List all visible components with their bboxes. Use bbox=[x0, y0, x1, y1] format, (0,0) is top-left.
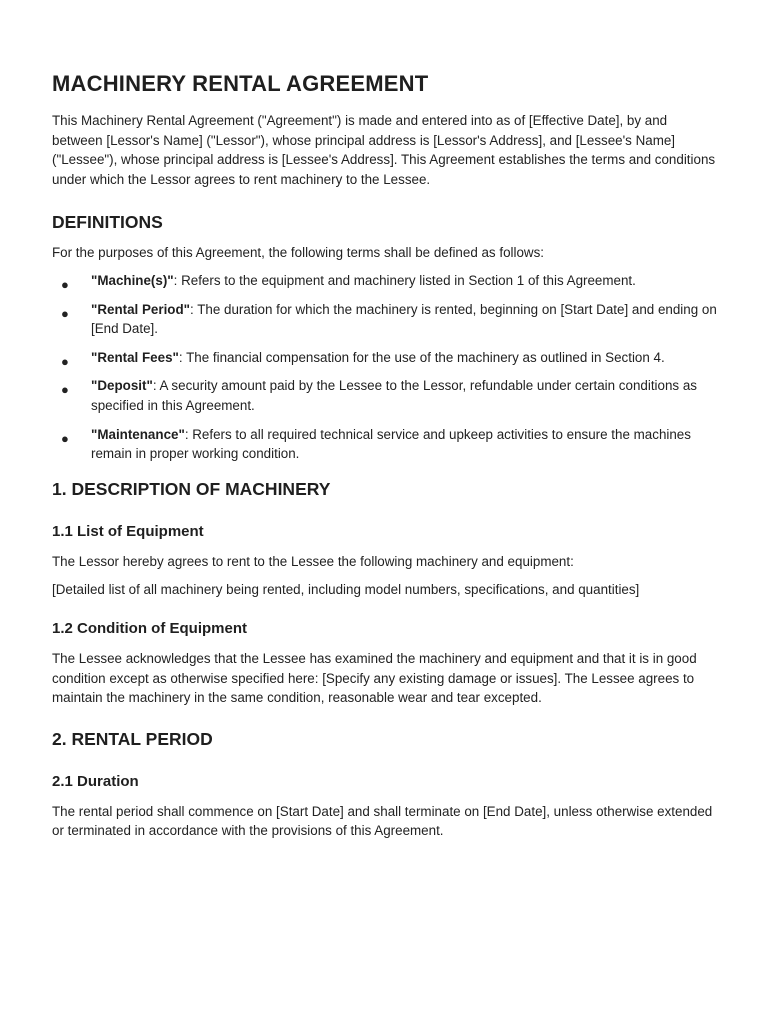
definition-item-rental-period bbox=[52, 300, 720, 339]
bullet-icon: ● bbox=[61, 430, 69, 446]
section-1-1-paragraph: The Lessor hereby agrees to rent to the Lessee the following machinery and equipment: bbox=[52, 553, 574, 569]
definition-term: "Rental Period" bbox=[91, 301, 191, 317]
equipment-list-placeholder: [Detailed list of all machinery being rented, including model numbers, specifications, and quantities] bbox=[52, 582, 640, 598]
section-1-heading: 1. DESCRIPTION OF MACHINERY bbox=[52, 478, 331, 499]
definition-term: "Machine(s)" bbox=[91, 272, 174, 288]
section-1-2-heading: 1.2 Condition of Equipment bbox=[52, 619, 247, 637]
definition-term: "Rental Fees" bbox=[91, 349, 179, 365]
definition-text: : The financial compensation for the use of the machinery as outlined in Section 4. bbox=[178, 349, 665, 365]
bullet-icon: ● bbox=[61, 305, 69, 321]
bullet-icon: ● bbox=[61, 353, 69, 369]
definition-term: "Deposit" bbox=[91, 378, 153, 394]
definition-text: : The duration for which the machinery is rented, beginning on [Start Date] and ending on [End Date]. bbox=[91, 301, 717, 337]
definitions-heading: DEFINITIONS bbox=[52, 212, 163, 233]
definition-term: "Maintenance" bbox=[91, 426, 185, 442]
agreement-page bbox=[52, 70, 720, 841]
definition-item-machines bbox=[52, 271, 720, 291]
definitions-list bbox=[52, 271, 720, 464]
definition-text: : A security amount paid by the Lessee to the Lessor, refundable under certain conditions as specified in this Agreement. bbox=[91, 378, 697, 413]
definition-item-deposit bbox=[52, 376, 720, 415]
section-2-1-heading: 2.1 Duration bbox=[52, 772, 139, 790]
section-2-1-paragraph: The rental period shall commence on [Start Date] and shall terminate on [End Date], unless otherwise extended or terminated in accordance with the provisions of this Agreement. bbox=[52, 803, 713, 839]
intro-paragraph: This Machinery Rental Agreement ("Agreement") is made and entered into as of [Effective Date], by and between [Lessor's Name] ("Lessor"), whose principal address is [Lessor's Address], and [Lessee's Name] ("Lessee"), whose principal address is [Lessee's Address]. This Agreement establishes the terms and conditions under which the Lessor agrees to rent machinery to the Lessee. bbox=[52, 113, 716, 187]
document-title: MACHINERY RENTAL AGREEMENT bbox=[52, 71, 429, 96]
definition-text: : Refers to all required technical service and upkeep activities to ensure the machines remain in proper working condition. bbox=[91, 426, 691, 462]
definition-item-maintenance bbox=[52, 425, 720, 464]
section-2-heading: 2. RENTAL PERIOD bbox=[52, 728, 213, 749]
bullet-icon: ● bbox=[61, 276, 69, 292]
section-1-1-heading: 1.1 List of Equipment bbox=[52, 522, 204, 540]
definition-item-rental-fees bbox=[52, 348, 720, 368]
definitions-intro: For the purposes of this Agreement, the following terms shall be defined as follows: bbox=[52, 245, 544, 261]
definition-text: : Refers to the equipment and machinery listed in Section 1 of this Agreement. bbox=[173, 272, 636, 288]
bullet-icon: ● bbox=[61, 382, 69, 398]
section-1-2-paragraph: The Lessee acknowledges that the Lessee has examined the machinery and equipment and that it is in good condition except as otherwise specified here: [Specify any existing damage or issues]. The Lessee agrees to maintain the machinery in the same condition, reasonable wear and tear excepted. bbox=[52, 650, 697, 706]
